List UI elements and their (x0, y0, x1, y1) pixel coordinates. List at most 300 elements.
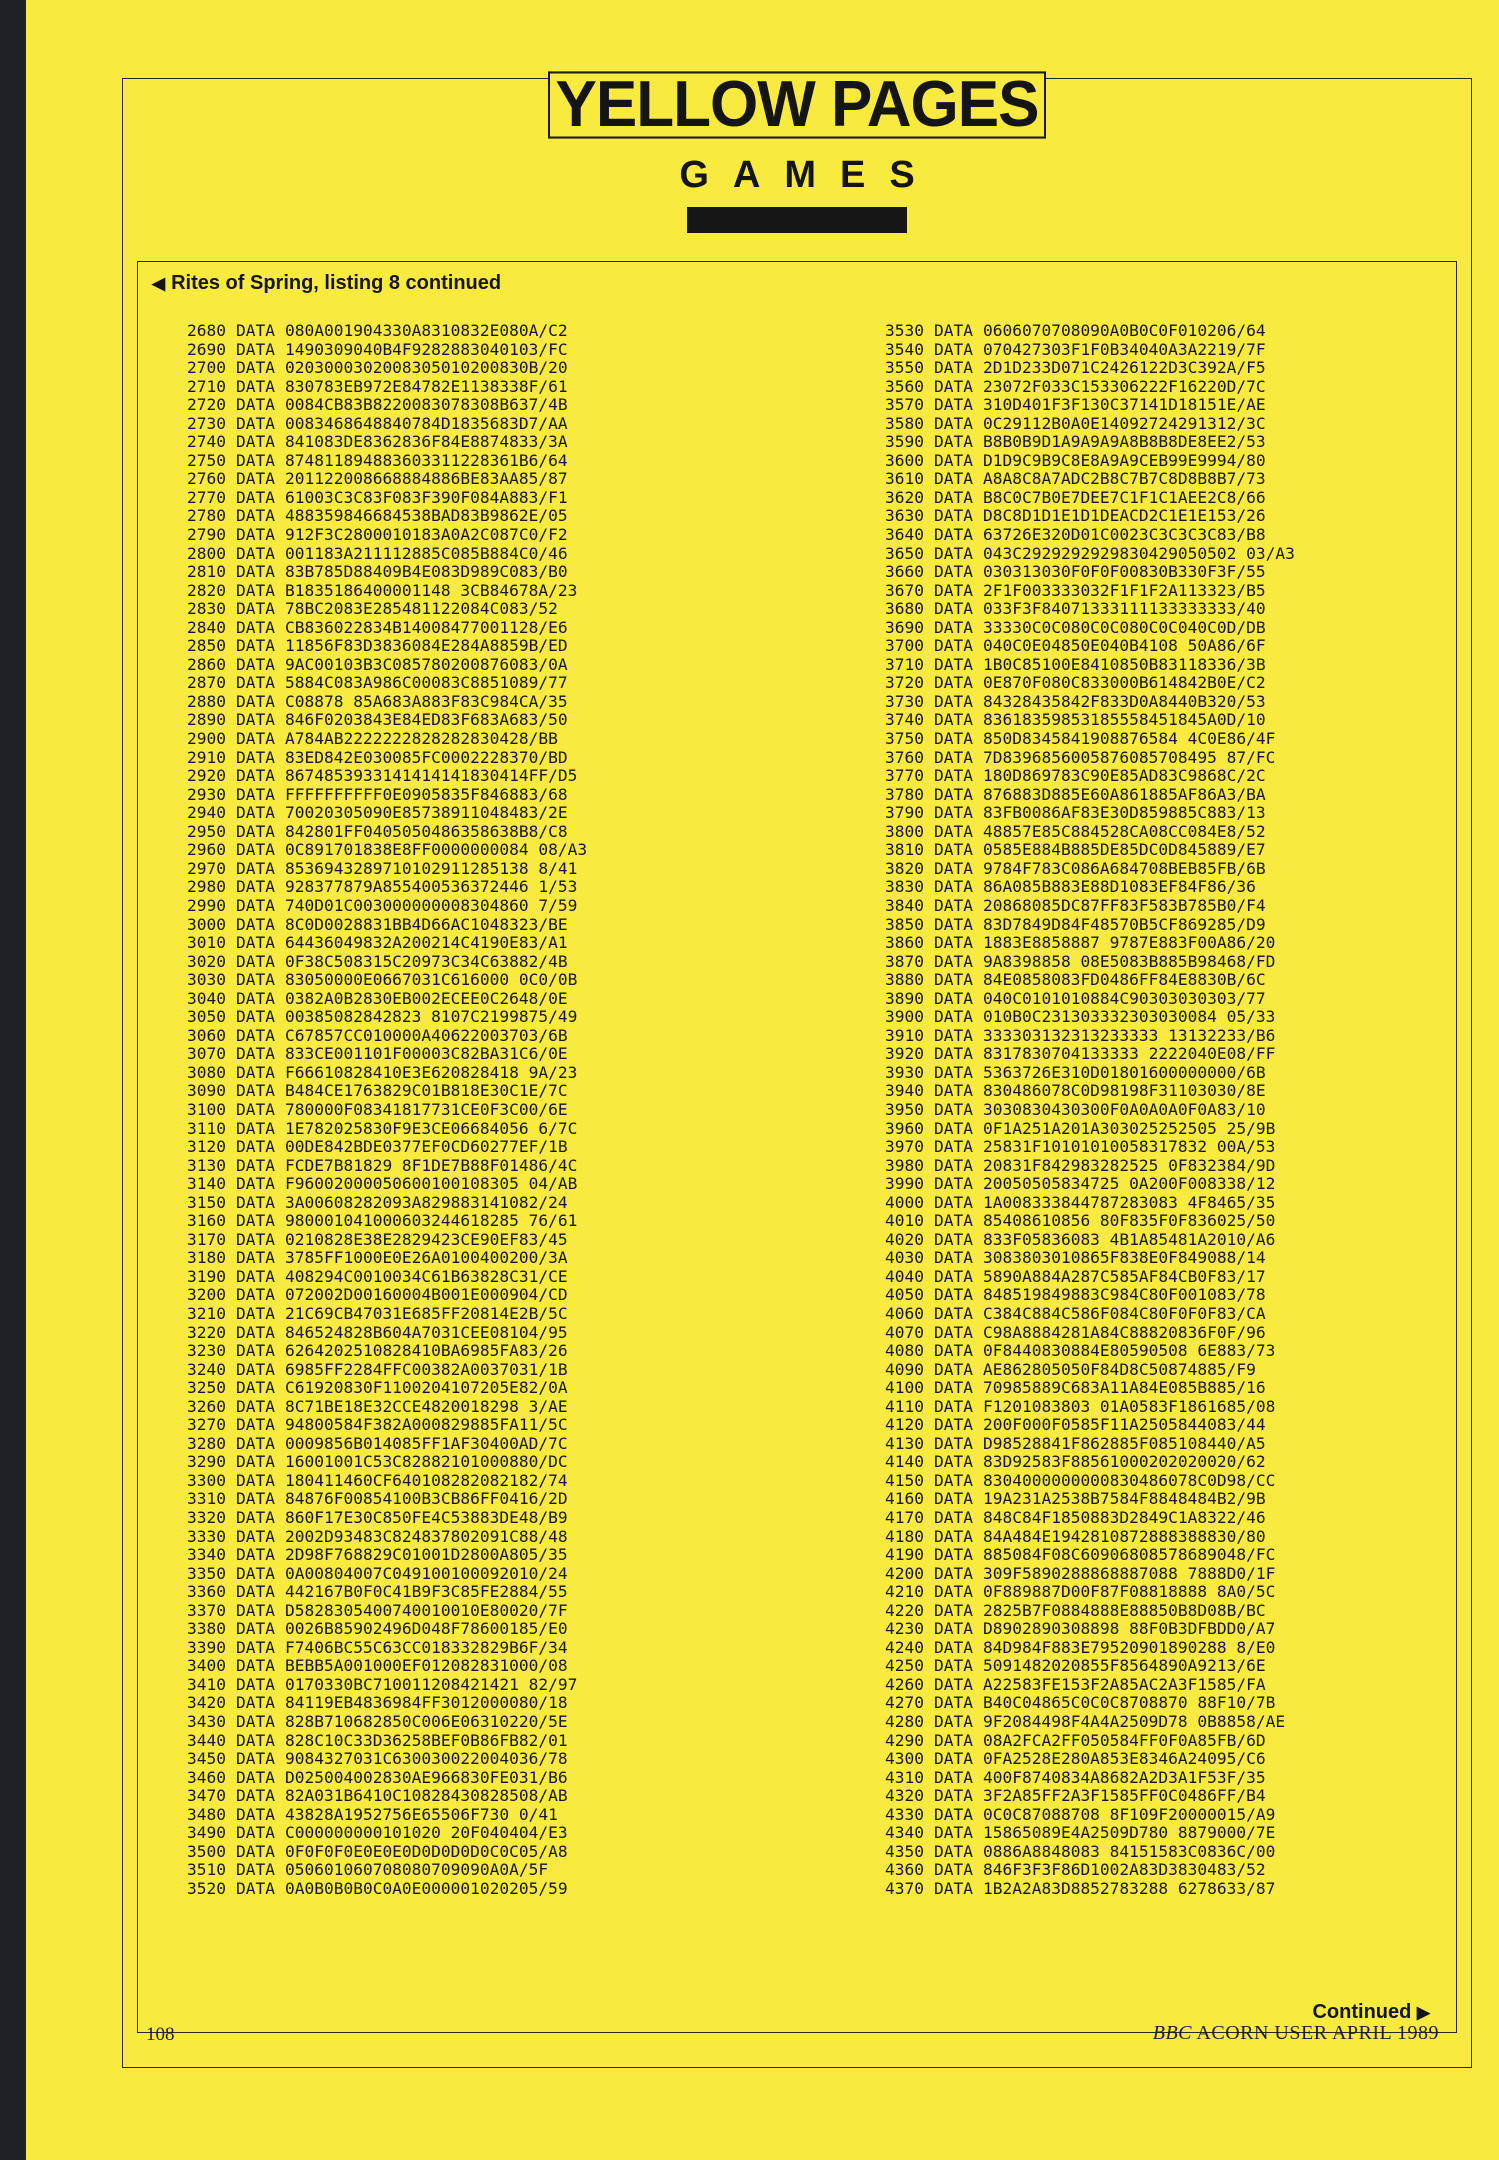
listing-line (178, 916, 587, 935)
data-value: 83ED842E030085FC0002228370/BD (284, 747, 568, 767)
data-value: 3785FF1000E0E26A0100400200/3A (284, 1248, 568, 1268)
data-value: 848C84F1850883D2849C1A8322/46 (982, 1508, 1266, 1527)
data-value: 08A2FCA2FF050584FF0F0A85FB/6D (982, 1730, 1266, 1750)
data-keyword: DATA (236, 1044, 275, 1064)
data-value: 19A231A2538B7584F8848484B2/9B (982, 1489, 1266, 1509)
line-number: 2980 (187, 877, 226, 897)
listing-line (876, 1249, 1295, 1268)
listing-line (178, 1509, 587, 1528)
data-keyword: DATA (934, 1656, 973, 1676)
line-number: 3760 (885, 747, 924, 767)
listing-line (178, 1138, 587, 1157)
data-keyword: DATA (934, 1526, 973, 1546)
data-value: 876883D885E60A861885AF86A3/BA (982, 784, 1266, 804)
data-keyword: DATA (236, 562, 275, 582)
data-keyword: DATA (236, 1266, 275, 1286)
data-keyword: DATA (236, 413, 275, 433)
listing-line (876, 730, 1295, 749)
line-number: 2790 (187, 525, 226, 545)
listing-line (178, 341, 587, 360)
line-number: 4000 (885, 1192, 924, 1212)
data-keyword: DATA (934, 1860, 973, 1880)
data-value: 040C0E04850E040B4108 50A86/6F (982, 636, 1266, 656)
listing-line (178, 841, 587, 860)
data-value: 85408610856 80F835F0F836025/50 (982, 1211, 1276, 1231)
line-number: 2740 (187, 432, 226, 452)
data-keyword: DATA (236, 358, 275, 378)
line-number: 3220 (187, 1322, 226, 1342)
data-keyword: DATA (236, 1804, 275, 1824)
line-number: 3690 (885, 617, 924, 637)
data-keyword: DATA (236, 321, 275, 340)
data-value: 00DE842BDE0377EF0CD60277EF/1B (284, 1137, 568, 1157)
listing-line (178, 1398, 587, 1417)
line-number: 3410 (187, 1674, 226, 1694)
data-keyword: DATA (236, 525, 275, 545)
line-number: 3140 (187, 1174, 226, 1194)
line-number: 4260 (885, 1674, 924, 1694)
data-keyword: DATA (934, 1749, 973, 1769)
data-value: 84328435842F833D0A8440B320/53 (982, 691, 1266, 711)
listing-line (178, 1231, 587, 1250)
data-keyword: DATA (236, 1470, 275, 1490)
data-value: 20868085DC87FF83F583B785B0/F4 (982, 895, 1266, 915)
data-value: 00385082842823 8107C2199875/49 (284, 1007, 578, 1027)
listing-line (876, 1305, 1295, 1324)
listing-line (876, 916, 1295, 935)
listing-line (178, 1101, 587, 1120)
listing-line (178, 359, 587, 378)
line-number: 3770 (885, 766, 924, 786)
listing-line (876, 1212, 1295, 1231)
data-value: 6985FF2284FFC00382A0037031/1B (284, 1359, 568, 1379)
line-number: 3170 (187, 1229, 226, 1249)
listing-line (876, 396, 1295, 415)
line-number: 2940 (187, 803, 226, 823)
data-keyword: DATA (236, 1081, 275, 1101)
data-keyword: DATA (236, 1545, 275, 1565)
line-number: 3960 (885, 1118, 924, 1138)
listing-line (876, 711, 1295, 730)
data-value: 833CE001101F00003C82BA31C6/0E (284, 1044, 568, 1064)
listing-line (178, 1045, 587, 1064)
data-keyword: DATA (934, 1489, 973, 1509)
data-value: 1B0C85100E8410850B83118336/3B (982, 654, 1266, 674)
data-value: 0A0B0B0B0C0A0E000001020205/59 (284, 1878, 568, 1898)
listing-line (178, 1787, 587, 1806)
listing-line (876, 804, 1295, 823)
data-keyword: DATA (934, 673, 973, 693)
data-keyword: DATA (236, 951, 275, 971)
data-keyword: DATA (934, 933, 973, 953)
data-value: 043C2929292929830429050502 03/A3 (982, 543, 1295, 563)
line-number: 3890 (885, 988, 924, 1008)
listing-line (178, 1027, 587, 1046)
data-value: 20050505834725 0A200F008338/12 (982, 1174, 1276, 1194)
data-keyword: DATA (236, 1118, 275, 1138)
line-number: 4360 (885, 1860, 924, 1880)
line-number: 4160 (885, 1489, 924, 1509)
data-value: 841083DE8362836F84E8874833/3A (284, 432, 568, 452)
line-number: 3820 (885, 858, 924, 878)
data-keyword: DATA (236, 988, 275, 1008)
data-value: 0382A0B2830EB002ECEE0C2648/0E (284, 988, 568, 1008)
data-value: 072002D00160004B001E000904/CD (284, 1285, 568, 1305)
line-number: 3800 (885, 821, 924, 841)
listing-line (178, 1880, 587, 1899)
line-number: 3670 (885, 580, 924, 600)
line-number: 2750 (187, 450, 226, 470)
data-keyword: DATA (934, 1730, 973, 1750)
line-number: 4270 (885, 1693, 924, 1713)
data-keyword: DATA (236, 1526, 275, 1546)
data-value: 408294C0010034C61B63828C31/CE (284, 1266, 568, 1286)
data-value: D8902890308898 88F0B3DFBDD0/A7 (982, 1619, 1276, 1639)
data-value: F66610828410E3E620828418 9A/23 (284, 1062, 578, 1082)
line-number: 3530 (885, 321, 924, 340)
listing-line (178, 378, 587, 397)
listing-line (178, 1120, 587, 1139)
line-number: 3010 (187, 933, 226, 953)
listing-line (178, 1528, 587, 1547)
listing-line (876, 1565, 1295, 1584)
data-keyword: DATA (236, 933, 275, 953)
data-value: D98528841F862885F085108440/A5 (982, 1433, 1266, 1453)
data-keyword: DATA (236, 1303, 275, 1323)
data-keyword: DATA (236, 895, 275, 915)
line-number: 4330 (885, 1804, 924, 1824)
data-value: 310D401F3F130C37141D18151E/AE (982, 395, 1266, 415)
data-keyword: DATA (236, 1155, 275, 1175)
listing-line (178, 526, 587, 545)
line-number: 3090 (187, 1081, 226, 1101)
data-value: 70020305090E85738911048483/2E (284, 803, 568, 823)
listing-line (178, 1713, 587, 1732)
listing-line (876, 600, 1295, 619)
line-number: 3270 (187, 1415, 226, 1435)
listing-line (178, 1157, 587, 1176)
data-keyword: DATA (236, 1693, 275, 1713)
data-value: 3030830430300F0A0A0A0F0A83/10 (982, 1099, 1266, 1119)
listing-line (178, 990, 587, 1009)
line-number: 2840 (187, 617, 226, 637)
data-keyword: DATA (236, 1099, 275, 1119)
listing-line (178, 415, 587, 434)
listing-line (178, 1806, 587, 1825)
data-value: 080A001904330A8310832E080A/C2 (284, 321, 568, 340)
line-number: 3000 (187, 914, 226, 934)
data-value: A22583FE153F2A85AC2A3F1585/FA (982, 1674, 1266, 1694)
data-keyword: DATA (934, 1359, 973, 1379)
data-keyword: DATA (236, 1508, 275, 1527)
listing-line (178, 1490, 587, 1509)
line-number: 3360 (187, 1582, 226, 1602)
section-bar (687, 207, 907, 233)
data-value: B8B0B9D1A9A9A9A8B8B8DE8EE2/53 (982, 432, 1266, 452)
data-keyword: DATA (934, 951, 973, 971)
data-value: 0F1A251A201A303025252505 25/9B (982, 1118, 1276, 1138)
listing-line (178, 860, 587, 879)
line-number: 2780 (187, 506, 226, 526)
data-keyword: DATA (236, 1767, 275, 1787)
line-number: 4200 (885, 1563, 924, 1583)
listing-column-left (178, 322, 587, 1898)
data-keyword: DATA (934, 1674, 973, 1694)
line-number: 3830 (885, 877, 924, 897)
line-number: 3080 (187, 1062, 226, 1082)
listing-line (178, 322, 587, 341)
data-value: 82A031B6410C10828430828508/AB (284, 1786, 568, 1806)
listing-line (178, 1565, 587, 1584)
line-number: 3100 (187, 1099, 226, 1119)
listing-line (178, 396, 587, 415)
line-number: 3150 (187, 1192, 226, 1212)
listing-line (178, 693, 587, 712)
data-value: 780000F08341817731CE0F3C00/6E (284, 1099, 568, 1119)
data-keyword: DATA (934, 1600, 973, 1620)
line-number: 3470 (187, 1786, 226, 1806)
data-value: 61003C3C83F083F390F084A883/F1 (284, 487, 568, 507)
data-value: 8304000000000830486078C0D98/CC (982, 1470, 1276, 1490)
listing-line (876, 1602, 1295, 1621)
listing-line (876, 878, 1295, 897)
data-value: 0A00804007C049100100092010/24 (284, 1563, 568, 1583)
data-value: 9AC00103B3C085780200876083/0A (284, 654, 568, 674)
line-number: 4180 (885, 1526, 924, 1546)
line-number: 4310 (885, 1767, 924, 1787)
listing-line (876, 1175, 1295, 1194)
data-keyword: DATA (236, 784, 275, 804)
data-keyword: DATA (236, 376, 275, 396)
data-keyword: DATA (934, 1285, 973, 1305)
data-value: 63726E320D01C0023C3C3C3C83/B8 (982, 525, 1266, 545)
line-number: 4010 (885, 1211, 924, 1231)
listing-line (876, 1583, 1295, 1602)
line-number: 3450 (187, 1749, 226, 1769)
line-number: 3580 (885, 413, 924, 433)
listing-line (876, 1453, 1295, 1472)
line-number: 4240 (885, 1637, 924, 1657)
line-number: 3730 (885, 691, 924, 711)
data-value: 0E870F080C833000B614842B0E/C2 (982, 673, 1266, 693)
data-value: A8A8C8A7ADC2B8C7B7C8D8B8B7/73 (982, 469, 1266, 489)
data-keyword: DATA (934, 1341, 973, 1361)
data-value: 20831F842983282525 0F832384/9D (982, 1155, 1276, 1175)
data-value: 94800584F382A000829885FA11/5C (284, 1415, 568, 1435)
page-number: 108 (146, 2024, 175, 2045)
data-keyword: DATA (934, 1804, 973, 1824)
data-value: 001183A211112885C085B884C0/46 (284, 543, 568, 563)
listing-line (178, 1249, 587, 1268)
line-number: 2820 (187, 580, 226, 600)
data-keyword: DATA (236, 1192, 275, 1212)
data-keyword: DATA (934, 1007, 973, 1027)
data-keyword: DATA (236, 1823, 275, 1843)
data-value: 25831F10101010058317832 00A/53 (982, 1137, 1276, 1157)
data-value: 309F5890288868887088 7888D0/1F (982, 1563, 1276, 1583)
line-number: 4350 (885, 1841, 924, 1861)
data-value: 8674853933141414141830414FF/D5 (284, 766, 578, 786)
data-value: 84D984F883E79520901890288 8/E0 (982, 1637, 1276, 1657)
listing-line (876, 452, 1295, 471)
page-title: YELLOW PAGES (548, 71, 1047, 138)
line-number: 3430 (187, 1712, 226, 1732)
listing-line (876, 1861, 1295, 1880)
line-number: 4370 (885, 1878, 924, 1898)
data-keyword: DATA (236, 1563, 275, 1583)
data-value: C67857CC010000A40622003703/6B (284, 1025, 568, 1045)
line-number: 2960 (187, 840, 226, 860)
data-value: 846F0203843E84ED83F683A683/50 (284, 710, 568, 730)
listing-line (876, 1268, 1295, 1287)
listing-line (876, 823, 1295, 842)
data-keyword: DATA (934, 1452, 973, 1472)
data-keyword: DATA (236, 1786, 275, 1806)
data-keyword: DATA (934, 562, 973, 582)
line-number: 4190 (885, 1545, 924, 1565)
listing-line (876, 1694, 1295, 1713)
data-value: 0009856B014085FF1AF30400AD/7C (284, 1433, 568, 1453)
line-number: 3750 (885, 729, 924, 749)
line-number: 2880 (187, 691, 226, 711)
data-value: 64436049832A200214C4190E83/A1 (284, 933, 568, 953)
data-value: 16001001C53C82882101000880/DC (284, 1452, 568, 1472)
line-number: 3480 (187, 1804, 226, 1824)
data-value: 030313030F0F0F00830B330F3F/55 (982, 562, 1266, 582)
listing-line (178, 489, 587, 508)
data-value: 010B0C231303332303030084 05/33 (982, 1007, 1276, 1027)
data-keyword: DATA (934, 1303, 973, 1323)
line-number: 3600 (885, 450, 924, 470)
listing-line (876, 1490, 1295, 1509)
data-keyword: DATA (236, 1174, 275, 1194)
data-keyword: DATA (236, 1600, 275, 1620)
line-number: 2770 (187, 487, 226, 507)
listing-line (876, 656, 1295, 675)
line-number: 3250 (187, 1378, 226, 1398)
listing-line (178, 1676, 587, 1695)
data-keyword: DATA (934, 1192, 973, 1212)
data-keyword: DATA (934, 1823, 973, 1843)
data-keyword: DATA (934, 432, 973, 452)
listing-line (876, 1787, 1295, 1806)
line-number: 3610 (885, 469, 924, 489)
data-keyword: DATA (934, 1582, 973, 1602)
data-keyword: DATA (934, 914, 973, 934)
listing-line (178, 1546, 587, 1565)
data-value: 070427303F1F0B34040A3A2219/7F (982, 339, 1266, 359)
page-frame (122, 68, 1472, 2068)
data-keyword: DATA (934, 599, 973, 619)
line-number: 2990 (187, 895, 226, 915)
data-keyword: DATA (236, 450, 275, 470)
data-keyword: DATA (934, 1433, 973, 1453)
data-keyword: DATA (934, 580, 973, 600)
listing-line (876, 860, 1295, 879)
listing-line (876, 767, 1295, 786)
line-number: 3880 (885, 970, 924, 990)
data-keyword: DATA (934, 1415, 973, 1435)
line-number: 4230 (885, 1619, 924, 1639)
listing-line (178, 1843, 587, 1862)
data-value: B40C04865C0C0C8708870 88F10/7B (982, 1693, 1276, 1713)
data-keyword: DATA (934, 1118, 973, 1138)
listing-line (876, 693, 1295, 712)
data-keyword: DATA (236, 710, 275, 730)
data-value: 86A085B883E88D1083EF84F86/36 (982, 877, 1256, 897)
data-value: C384C884C586F084C80F0F0F83/CA (982, 1303, 1266, 1323)
section-title: GAMES (679, 154, 939, 196)
listing-line (876, 1620, 1295, 1639)
line-number: 3320 (187, 1508, 226, 1527)
data-keyword: DATA (934, 840, 973, 860)
listing-line (876, 1676, 1295, 1695)
data-keyword: DATA (934, 376, 973, 396)
line-number: 3560 (885, 376, 924, 396)
data-value: B1835186400001148 3CB84678A/23 (284, 580, 578, 600)
listing-line (178, 1305, 587, 1324)
data-value: 980001041000603244618285 76/61 (284, 1211, 578, 1231)
line-number: 3710 (885, 654, 924, 674)
data-keyword: DATA (934, 1396, 973, 1416)
line-number: 3720 (885, 673, 924, 693)
data-value: 83B785D88409B4E083D989C083/B0 (284, 562, 568, 582)
line-number: 3520 (187, 1878, 226, 1898)
line-number: 3420 (187, 1693, 226, 1713)
data-value: BEBB5A001000EF012082831000/08 (284, 1656, 568, 1676)
line-number: 2850 (187, 636, 226, 656)
listing-line (876, 1027, 1295, 1046)
data-keyword: DATA (934, 1508, 973, 1527)
data-keyword: DATA (934, 1878, 973, 1898)
data-keyword: DATA (236, 432, 275, 452)
listing-line (178, 1861, 587, 1880)
data-value: 0606070708090A0B0C0F010206/64 (982, 321, 1266, 340)
data-value: 2D1D233D071C2426122D3C392A/F5 (982, 358, 1266, 378)
data-keyword: DATA (934, 1545, 973, 1565)
data-value: 400F8740834A8682A2D3A1F53F/35 (982, 1767, 1266, 1787)
data-value: B484CE1763829C01B818E30C1E/7C (284, 1081, 568, 1101)
data-value: 0FA2528E280A853E8346A24095/C6 (982, 1749, 1266, 1769)
data-value: 83618359853185558451845A0D/10 (982, 710, 1266, 730)
data-value: 83D92583F88561000202020020/62 (982, 1452, 1266, 1472)
data-value: 0026B85902496D048F78600185/E0 (284, 1619, 568, 1639)
listing-line (178, 452, 587, 471)
listing-line (178, 1342, 587, 1361)
listing-line (178, 637, 587, 656)
data-value: 1E782025830F9E3CE06684056 6/7C (284, 1118, 578, 1138)
listing-line (876, 1528, 1295, 1547)
line-number: 4030 (885, 1248, 924, 1268)
data-keyword: DATA (934, 487, 973, 507)
data-value: 9A8398858 08E5083B885B98468/FD (982, 951, 1276, 971)
data-keyword: DATA (236, 747, 275, 767)
listing-line (178, 545, 587, 564)
data-value: D8C8D1D1E1D1DEACD2C1E1E153/26 (982, 506, 1266, 526)
data-value: 828C10C33D36258BEF0B86FB82/01 (284, 1730, 568, 1750)
data-keyword: DATA (236, 636, 275, 656)
data-keyword: DATA (236, 1007, 275, 1027)
data-value: 11856F83D3836084E284A8859B/ED (284, 636, 568, 656)
listing-line (178, 1657, 587, 1676)
listing-line (876, 1120, 1295, 1139)
line-number: 4110 (885, 1396, 924, 1416)
data-value: 43828A1952756E65506F730 0/41 (284, 1804, 558, 1824)
magazine-page (26, 0, 1499, 2160)
data-keyword: DATA (236, 673, 275, 693)
listing-line (178, 1268, 587, 1287)
listing-line (178, 507, 587, 526)
